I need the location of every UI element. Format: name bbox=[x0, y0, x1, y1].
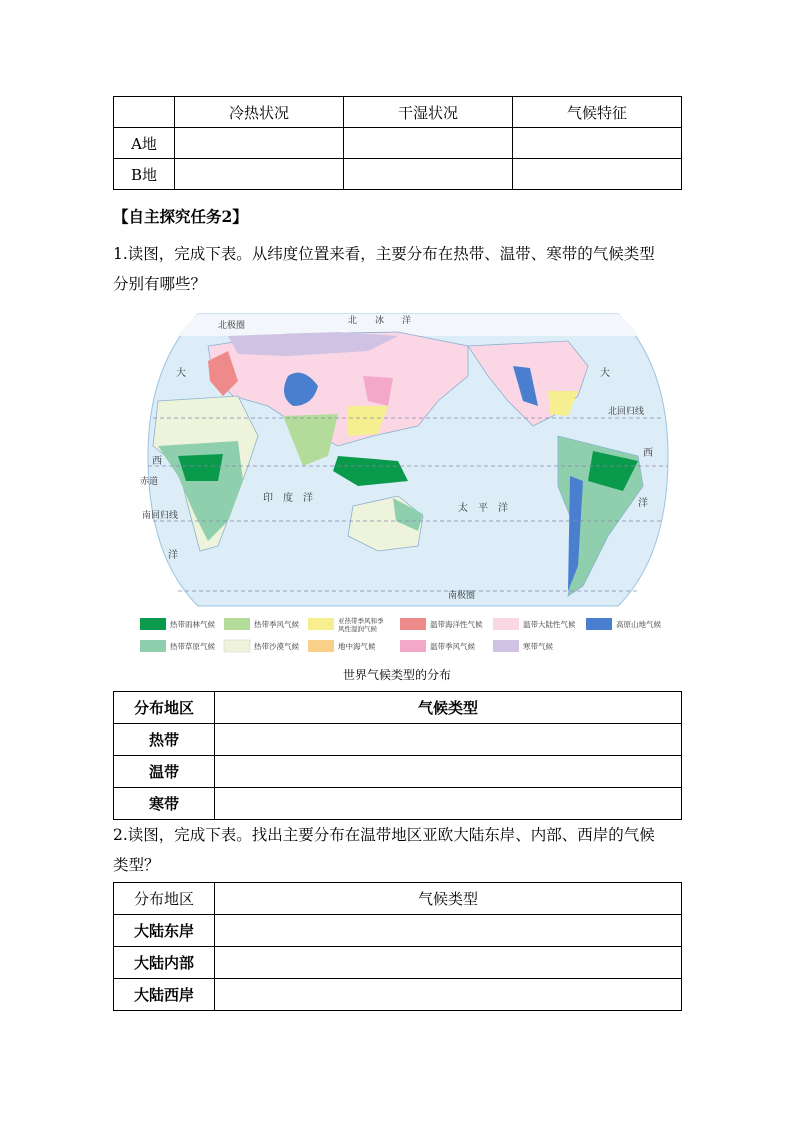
header-cell: 分布地区 bbox=[114, 883, 215, 915]
row-label: 热带 bbox=[114, 724, 215, 756]
question-1-line-2: 分别有哪些？ bbox=[113, 275, 207, 293]
legend-swatch bbox=[140, 618, 166, 630]
africa-rainforest-zone bbox=[178, 454, 223, 481]
legend-label: 温带季风气候 bbox=[430, 642, 475, 651]
label-atlantic-xi-right: 西 bbox=[643, 448, 653, 459]
label-atlantic-xi-left: 西 bbox=[152, 456, 162, 467]
label-arctic-circle: 北极圈 bbox=[218, 321, 246, 331]
answer-cell[interactable] bbox=[344, 159, 513, 190]
header-cell: 干湿状况 bbox=[344, 97, 513, 128]
legend-label: 风性湿润气候 bbox=[338, 625, 377, 633]
header-cell: 气候类型 bbox=[215, 692, 682, 724]
legend-label: 亚热带季风和季 bbox=[338, 617, 384, 625]
answer-cell[interactable] bbox=[175, 128, 344, 159]
question-2-line-2: 类型？ bbox=[113, 856, 160, 874]
label-atlantic-da-left: 大 bbox=[176, 368, 186, 379]
row-label: A地 bbox=[114, 128, 175, 159]
answer-cell[interactable] bbox=[215, 915, 682, 947]
legend-label: 热带沙漠气候 bbox=[254, 642, 299, 651]
legend-swatch bbox=[493, 640, 519, 652]
legend-label: 热带雨林气候 bbox=[170, 620, 215, 629]
answer-cell[interactable] bbox=[215, 947, 682, 979]
legend-swatch bbox=[308, 640, 334, 652]
table-header-row bbox=[114, 883, 682, 915]
table-row bbox=[114, 947, 682, 979]
table-row bbox=[114, 724, 682, 756]
legend-swatch bbox=[140, 640, 166, 652]
legend-swatch bbox=[400, 618, 426, 630]
header-cell: 分布地区 bbox=[114, 692, 215, 724]
label-tropic-capricorn: 南回归线 bbox=[142, 511, 179, 521]
row-label: 大陆内部 bbox=[114, 947, 215, 979]
answer-cell[interactable] bbox=[215, 788, 682, 820]
legend-swatch bbox=[308, 618, 334, 630]
header-cell bbox=[114, 97, 175, 128]
answer-cell[interactable] bbox=[215, 756, 682, 788]
answer-cell[interactable] bbox=[175, 159, 344, 190]
answer-cell[interactable] bbox=[215, 979, 682, 1011]
table-row bbox=[114, 756, 682, 788]
legend-swatch bbox=[493, 618, 519, 630]
legend-label: 高原山地气候 bbox=[616, 620, 661, 629]
header-cell: 气候类型 bbox=[215, 883, 682, 915]
label-atlantic-yang-left: 洋 bbox=[168, 550, 178, 561]
header-cell: 气候特征 bbox=[513, 97, 682, 128]
label-equator: 赤道 bbox=[140, 477, 159, 487]
legend-label: 温带大陆性气候 bbox=[523, 620, 576, 629]
ab-table bbox=[113, 96, 682, 190]
map-legend bbox=[140, 616, 661, 652]
legend-swatch bbox=[224, 640, 250, 652]
answer-cell[interactable] bbox=[513, 128, 682, 159]
answer-cell[interactable] bbox=[513, 159, 682, 190]
label-pacific-ocean: 太 平 洋 bbox=[458, 503, 508, 514]
table-header-row bbox=[114, 692, 682, 724]
header-cell: 冷热状况 bbox=[175, 97, 344, 128]
world-climate-map bbox=[138, 306, 678, 676]
legend-swatch bbox=[224, 618, 250, 630]
legend-swatch bbox=[586, 618, 612, 630]
row-label: 大陆西岸 bbox=[114, 979, 215, 1011]
map-caption: 世界气候类型的分布 bbox=[342, 668, 451, 682]
answer-cell[interactable] bbox=[215, 724, 682, 756]
table-row bbox=[114, 788, 682, 820]
table-row bbox=[114, 159, 682, 190]
question-2-line-1: 2.读图，完成下表。找出主要分布在温带地区亚欧大陆东岸、内部、西岸的气候 bbox=[113, 826, 655, 844]
question-1-line-1: 1.读图，完成下表。从纬度位置来看，主要分布在热带、温带、寒带的气候类型 bbox=[113, 245, 655, 263]
table-row bbox=[114, 979, 682, 1011]
zone-climate-table bbox=[113, 691, 682, 820]
table-row bbox=[114, 915, 682, 947]
label-indian-ocean: 印 度 洋 bbox=[263, 493, 313, 504]
label-antarctic-circle: 南极圈 bbox=[448, 591, 476, 601]
legend-label: 热带季风气候 bbox=[254, 620, 299, 629]
eurasia-climate-table bbox=[113, 882, 682, 1011]
label-atlantic-yang-right: 洋 bbox=[638, 498, 648, 509]
row-label: 大陆东岸 bbox=[114, 915, 215, 947]
table-row bbox=[114, 128, 682, 159]
answer-cell[interactable] bbox=[344, 128, 513, 159]
legend-label: 温带海洋性气候 bbox=[430, 620, 483, 629]
label-atlantic-da-right: 大 bbox=[600, 368, 610, 379]
legend-label: 热带草原气候 bbox=[170, 642, 215, 651]
row-label: 寒带 bbox=[114, 788, 215, 820]
legend-swatch bbox=[400, 640, 426, 652]
row-label: 温带 bbox=[114, 756, 215, 788]
label-arctic-ocean: 北 冰 洋 bbox=[348, 316, 412, 326]
legend-label: 地中海气候 bbox=[338, 642, 376, 651]
section-title: 【自主探究任务2】 bbox=[113, 207, 248, 226]
table-header-row bbox=[114, 97, 682, 128]
legend-label: 寒带气候 bbox=[523, 642, 553, 651]
label-tropic-cancer: 北回归线 bbox=[608, 407, 645, 417]
row-label: B地 bbox=[114, 159, 175, 190]
